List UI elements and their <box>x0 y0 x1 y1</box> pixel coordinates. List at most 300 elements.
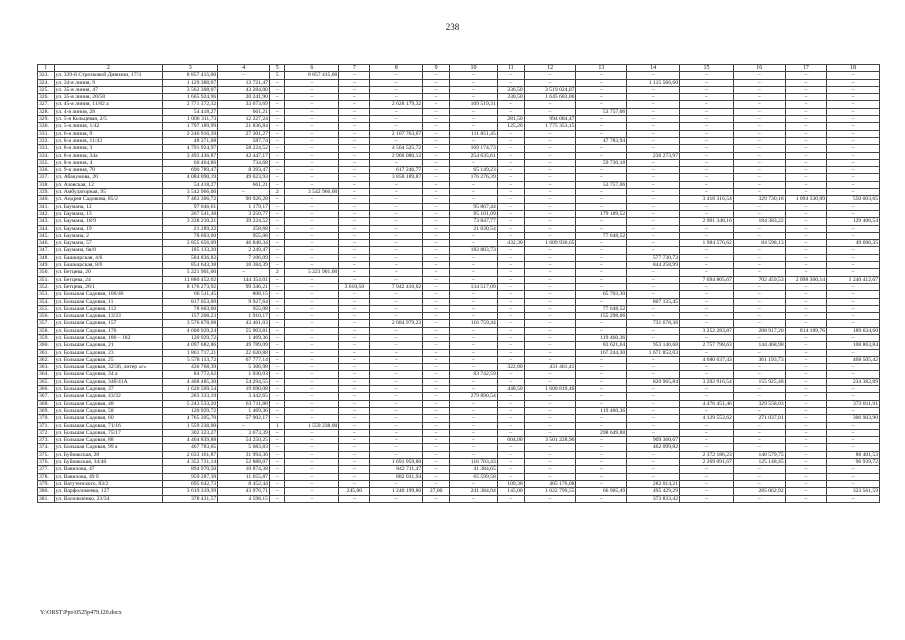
value-cell: – <box>680 225 734 232</box>
value-cell: – <box>285 79 339 86</box>
value-cell: 169 174,73 <box>450 145 498 152</box>
value-cell: – <box>627 393 680 400</box>
value-cell: – <box>680 466 734 473</box>
value-cell: 820 965,84 <box>627 378 680 385</box>
value-cell: 9 927,64 <box>218 298 270 305</box>
value-cell: – <box>733 116 785 123</box>
value-cell: – <box>733 466 785 473</box>
value-cell: – <box>733 232 785 239</box>
value-cell: – <box>680 94 734 101</box>
value-cell: 59 730,18 <box>576 159 627 166</box>
value-cell: 5 221 901,00 <box>285 269 339 276</box>
value-cell: – <box>524 327 576 334</box>
value-cell: – <box>370 298 423 305</box>
value-cell: – <box>827 473 880 480</box>
value-cell: – <box>269 196 285 203</box>
value-cell: – <box>423 254 450 261</box>
value-cell: – <box>524 196 576 203</box>
value-cell: – <box>370 415 423 422</box>
value-cell: – <box>423 240 450 247</box>
value-cell: 1 559 238,00 <box>285 422 339 429</box>
value-cell: – <box>733 262 785 269</box>
value-cell: 125,20 <box>497 123 524 130</box>
value-cell: – <box>285 305 339 312</box>
value-cell: – <box>497 305 524 312</box>
value-cell: – <box>269 152 285 159</box>
value-cell: 21 030,54 <box>450 225 498 232</box>
value-cell: – <box>423 349 450 356</box>
value-cell: – <box>680 386 734 393</box>
value-cell: – <box>423 422 450 429</box>
value-cell: – <box>450 72 498 79</box>
value-cell: – <box>269 480 285 487</box>
value-cell: – <box>627 101 680 108</box>
value-cell: 1 006 311,73 <box>163 116 218 123</box>
value-cell: – <box>285 159 339 166</box>
value-cell: – <box>423 86 450 93</box>
value-cell: 1 179,17 <box>218 203 270 210</box>
column-header: 4 <box>218 65 270 72</box>
column-header: 16 <box>733 65 785 72</box>
value-cell: 73 847,77 <box>450 218 498 225</box>
address-cell: ул. 9-я линия, 70 <box>54 167 163 174</box>
value-cell: – <box>285 123 339 130</box>
value-cell: 3 673,39 <box>218 429 270 436</box>
row-number-cell: 348. <box>38 254 55 261</box>
value-cell: – <box>827 349 880 356</box>
table-row <box>38 473 880 480</box>
value-cell: – <box>423 123 450 130</box>
value-cell: – <box>680 145 734 152</box>
column-header: 7 <box>339 65 370 72</box>
value-cell: – <box>827 254 880 261</box>
value-cell: – <box>339 130 370 137</box>
value-cell: – <box>524 349 576 356</box>
value-cell: – <box>785 422 826 429</box>
value-cell: 176 276,39 <box>450 174 498 181</box>
value-cell: – <box>680 473 734 480</box>
value-cell: 2 960 080,12 <box>370 152 423 159</box>
value-cell: – <box>339 269 370 276</box>
value-cell: – <box>370 79 423 86</box>
value-cell: – <box>680 437 734 444</box>
value-cell: – <box>339 137 370 144</box>
address-cell: ул. 34-я линия, 9 <box>54 79 163 86</box>
value-cell: – <box>423 386 450 393</box>
value-cell: – <box>450 159 498 166</box>
value-cell: – <box>423 189 450 196</box>
address-cell: ул. Большая Садовая, 37 <box>54 386 163 393</box>
value-cell: – <box>733 145 785 152</box>
value-cell: – <box>285 254 339 261</box>
value-cell: – <box>627 371 680 378</box>
value-cell: 12 227,24 <box>218 116 270 123</box>
value-cell: – <box>370 444 423 451</box>
value-cell: 47 783,94 <box>576 137 627 144</box>
table-row <box>38 283 880 290</box>
value-cell: – <box>339 189 370 196</box>
value-cell: – <box>627 429 680 436</box>
value-cell: – <box>285 364 339 371</box>
value-cell: 5 683,83 <box>218 444 270 451</box>
value-cell: – <box>785 254 826 261</box>
value-cell: – <box>423 437 450 444</box>
row-number-cell: 323. <box>38 72 55 79</box>
value-cell: 5 306,98 <box>218 364 270 371</box>
value-cell: 63 711,80 <box>218 400 270 407</box>
address-cell: ул. Васильченко, 23/34 <box>54 495 163 502</box>
value-cell: – <box>627 159 680 166</box>
value-cell: 448,50 <box>497 386 524 393</box>
value-cell: – <box>285 218 339 225</box>
address-cell: ул. Баумана, 6в/8 <box>54 247 163 254</box>
value-cell: – <box>733 210 785 217</box>
value-cell: – <box>370 364 423 371</box>
value-cell: – <box>450 451 498 458</box>
value-cell: – <box>269 174 285 181</box>
value-cell: – <box>827 152 880 159</box>
value-cell: – <box>524 283 576 290</box>
value-cell: 2 269 091,67 <box>680 459 734 466</box>
value-cell: – <box>576 422 627 429</box>
value-cell: – <box>450 291 498 298</box>
value-cell: 65 599,58 <box>450 473 498 480</box>
value-cell: – <box>785 159 826 166</box>
value-cell: – <box>576 116 627 123</box>
value-cell: – <box>497 327 524 334</box>
value-cell: 95 867,44 <box>450 203 498 210</box>
value-cell: – <box>524 356 576 363</box>
value-cell: 2 372 186,23 <box>680 451 734 458</box>
value-cell: – <box>450 116 498 123</box>
value-cell: – <box>269 145 285 152</box>
value-cell: – <box>627 137 680 144</box>
value-cell: – <box>576 466 627 473</box>
value-cell: – <box>285 283 339 290</box>
value-cell: 54 418,27 <box>163 108 218 115</box>
value-cell: 4 476 451,46 <box>680 400 734 407</box>
value-cell: – <box>497 276 524 283</box>
value-cell: – <box>785 72 826 79</box>
value-cell: – <box>423 218 450 225</box>
value-cell: – <box>423 225 450 232</box>
value-cell: – <box>285 298 339 305</box>
table-row <box>38 116 880 123</box>
table-row <box>38 247 880 254</box>
value-cell: – <box>785 320 826 327</box>
value-cell: 281,50 <box>497 116 524 123</box>
value-cell: – <box>370 349 423 356</box>
value-cell: – <box>339 291 370 298</box>
row-number-cell: 376. <box>38 459 55 466</box>
row-number-cell: 377. <box>38 466 55 473</box>
value-cell: – <box>450 334 498 341</box>
table-row <box>38 276 880 283</box>
value-cell: – <box>285 451 339 458</box>
value-cell: – <box>785 488 826 495</box>
value-cell: – <box>733 313 785 320</box>
value-cell: – <box>339 400 370 407</box>
value-cell: – <box>370 429 423 436</box>
value-cell: 48 371,68 <box>163 137 218 144</box>
value-cell: – <box>576 79 627 86</box>
value-cell: – <box>423 356 450 363</box>
value-cell: – <box>680 152 734 159</box>
value-cell: – <box>269 218 285 225</box>
value-cell: – <box>785 466 826 473</box>
value-cell: – <box>827 422 880 429</box>
value-cell: – <box>524 444 576 451</box>
table-row <box>38 254 880 261</box>
value-cell: – <box>680 495 734 502</box>
value-cell: – <box>450 196 498 203</box>
table-row <box>38 327 880 334</box>
value-cell: – <box>285 152 339 159</box>
value-cell: – <box>339 276 370 283</box>
value-cell: – <box>576 327 627 334</box>
value-cell: 271 037,01 <box>733 415 785 422</box>
value-cell: – <box>497 444 524 451</box>
value-cell: – <box>269 123 285 130</box>
value-cell: – <box>285 247 339 254</box>
value-cell: – <box>576 437 627 444</box>
value-cell: 111 851,45 <box>450 130 498 137</box>
value-cell: – <box>269 254 285 261</box>
row-number-cell: 350. <box>38 269 55 276</box>
value-cell: – <box>218 422 270 429</box>
value-cell: – <box>339 232 370 239</box>
column-header: 12 <box>524 65 576 72</box>
table-row <box>38 123 880 130</box>
value-cell: – <box>285 145 339 152</box>
value-cell: – <box>680 444 734 451</box>
value-cell: – <box>423 320 450 327</box>
value-cell: 2 633 161,87 <box>163 451 218 458</box>
row-number-cell: 354. <box>38 298 55 305</box>
value-cell: – <box>339 305 370 312</box>
value-cell: 302 323,27 <box>163 429 218 436</box>
value-cell: – <box>339 407 370 414</box>
value-cell: – <box>269 108 285 115</box>
value-cell: 431 461,41 <box>524 364 576 371</box>
value-cell: – <box>269 386 285 393</box>
value-cell: – <box>785 364 826 371</box>
table-row <box>38 451 880 458</box>
row-number-cell: 353. <box>38 291 55 298</box>
value-cell: – <box>785 247 826 254</box>
value-cell: 1 620 509,54 <box>163 386 218 393</box>
address-cell: ул. Варфоломеева, 127 <box>54 488 163 495</box>
table-row <box>38 480 880 487</box>
value-cell: – <box>627 305 680 312</box>
row-number-cell: 379. <box>38 480 55 487</box>
value-cell: – <box>269 86 285 93</box>
value-cell: – <box>450 305 498 312</box>
value-cell: – <box>576 123 627 130</box>
value-cell: – <box>370 400 423 407</box>
value-cell: – <box>524 269 576 276</box>
value-cell: – <box>339 334 370 341</box>
value-cell: – <box>269 429 285 436</box>
row-number-cell: 325. <box>38 86 55 93</box>
table-row <box>38 72 880 79</box>
value-cell: 109,30 <box>497 480 524 487</box>
value-cell: – <box>733 130 785 137</box>
value-cell: 3 418 316,54 <box>680 196 734 203</box>
address-cell: ул. Большая Садовая, 157 <box>54 320 163 327</box>
row-number-cell: 360. <box>38 342 55 349</box>
value-cell: 46 848,34 <box>218 240 270 247</box>
table-row <box>38 407 880 414</box>
value-cell: – <box>370 269 423 276</box>
value-cell: – <box>339 240 370 247</box>
row-number-cell: 369. <box>38 407 55 414</box>
table-row <box>38 269 880 276</box>
value-cell: 2 <box>269 269 285 276</box>
value-cell: – <box>497 196 524 203</box>
value-cell: – <box>423 334 450 341</box>
value-cell: 185 133,20 <box>163 247 218 254</box>
value-cell: – <box>785 407 826 414</box>
value-cell: – <box>785 349 826 356</box>
value-cell: 119 460,36 <box>576 334 627 341</box>
value-cell: – <box>627 466 680 473</box>
value-cell: – <box>785 313 826 320</box>
column-header: 8 <box>370 65 423 72</box>
value-cell: – <box>450 400 498 407</box>
value-cell: – <box>733 444 785 451</box>
value-cell: – <box>785 210 826 217</box>
row-number-cell: 343. <box>38 218 55 225</box>
value-cell: – <box>576 459 627 466</box>
value-cell: – <box>785 174 826 181</box>
table-row <box>38 466 880 473</box>
value-cell: 144 354,01 <box>218 276 270 283</box>
column-header: 5 <box>269 65 285 72</box>
address-cell: ул. 8-я линия, 3 <box>54 145 163 152</box>
value-cell: – <box>269 349 285 356</box>
value-cell: – <box>733 429 785 436</box>
value-cell: – <box>524 167 576 174</box>
value-cell: 1 910,17 <box>218 313 270 320</box>
value-cell: – <box>627 473 680 480</box>
value-cell: – <box>680 407 734 414</box>
value-cell: – <box>370 356 423 363</box>
row-number-cell: 371. <box>38 422 55 429</box>
address-cell: ул. Большая Садовая, 60 <box>54 415 163 422</box>
value-cell: – <box>576 254 627 261</box>
value-cell: – <box>827 437 880 444</box>
value-cell: – <box>339 313 370 320</box>
value-cell: – <box>680 334 734 341</box>
value-cell: 21 289,22 <box>163 225 218 232</box>
value-cell: – <box>827 145 880 152</box>
address-cell: ул. Азовская, 12 <box>54 181 163 188</box>
value-cell: – <box>627 407 680 414</box>
value-cell: 119 460,36 <box>576 407 627 414</box>
row-number-cell: 330. <box>38 123 55 130</box>
value-cell: 373 811,91 <box>827 400 880 407</box>
value-cell: – <box>269 320 285 327</box>
value-cell: – <box>733 320 785 327</box>
value-cell: – <box>339 466 370 473</box>
row-number-cell: 374. <box>38 444 55 451</box>
value-cell: – <box>627 218 680 225</box>
value-cell: – <box>524 159 576 166</box>
value-cell: – <box>627 459 680 466</box>
value-cell: – <box>785 400 826 407</box>
table-row <box>38 429 880 436</box>
address-cell: ул. Большая Садовая, 71/16 <box>54 422 163 429</box>
value-cell: – <box>497 152 524 159</box>
table-row <box>38 291 880 298</box>
value-cell: – <box>785 437 826 444</box>
value-cell: – <box>423 429 450 436</box>
value-cell: – <box>450 429 498 436</box>
value-cell: – <box>285 349 339 356</box>
value-cell: – <box>827 189 880 196</box>
row-number-cell: 356. <box>38 313 55 320</box>
value-cell: 1 559 238,00 <box>163 422 218 429</box>
value-cell: 909 360,67 <box>627 437 680 444</box>
value-cell: – <box>733 334 785 341</box>
value-cell: – <box>285 116 339 123</box>
value-cell: – <box>450 232 498 239</box>
value-cell: 2 628 179,32 <box>370 101 423 108</box>
value-cell: – <box>497 313 524 320</box>
value-cell: – <box>339 298 370 305</box>
value-cell: – <box>370 254 423 261</box>
value-cell: 43 976,71 <box>218 488 270 495</box>
value-cell: – <box>827 371 880 378</box>
table-row <box>38 459 880 466</box>
value-cell: – <box>370 196 423 203</box>
value-cell: – <box>370 451 423 458</box>
value-cell: – <box>827 123 880 130</box>
value-cell: – <box>576 444 627 451</box>
value-cell: – <box>423 72 450 79</box>
address-cell: ул. 339-й Стрелковой Дивизии, 17/3 <box>54 72 163 79</box>
value-cell: – <box>576 276 627 283</box>
value-cell: – <box>285 94 339 101</box>
value-cell: – <box>627 225 680 232</box>
value-cell: – <box>450 189 498 196</box>
value-cell: – <box>827 334 880 341</box>
address-cell: ул. Башкирская, 4/6 <box>54 254 163 261</box>
value-cell: – <box>285 356 339 363</box>
value-cell: 4 600 929,24 <box>163 327 218 334</box>
row-number-cell: 373. <box>38 437 55 444</box>
value-cell: 1 469,36 <box>218 334 270 341</box>
value-cell: – <box>827 495 880 502</box>
column-header: 13 <box>576 65 627 72</box>
value-cell: – <box>339 429 370 436</box>
table-row <box>38 422 880 429</box>
value-cell: – <box>733 269 785 276</box>
value-cell: 330,50 <box>497 94 524 101</box>
value-cell: – <box>370 189 423 196</box>
value-cell: – <box>450 415 498 422</box>
value-cell: – <box>827 305 880 312</box>
value-cell: – <box>370 203 423 210</box>
table-row <box>38 159 880 166</box>
row-number-cell: 334. <box>38 152 55 159</box>
row-number-cell: 375. <box>38 451 55 458</box>
value-cell: 66 905,49 <box>576 488 627 495</box>
value-cell: – <box>785 429 826 436</box>
value-cell: 267 541,38 <box>163 210 218 217</box>
row-number-cell: 336. <box>38 167 55 174</box>
